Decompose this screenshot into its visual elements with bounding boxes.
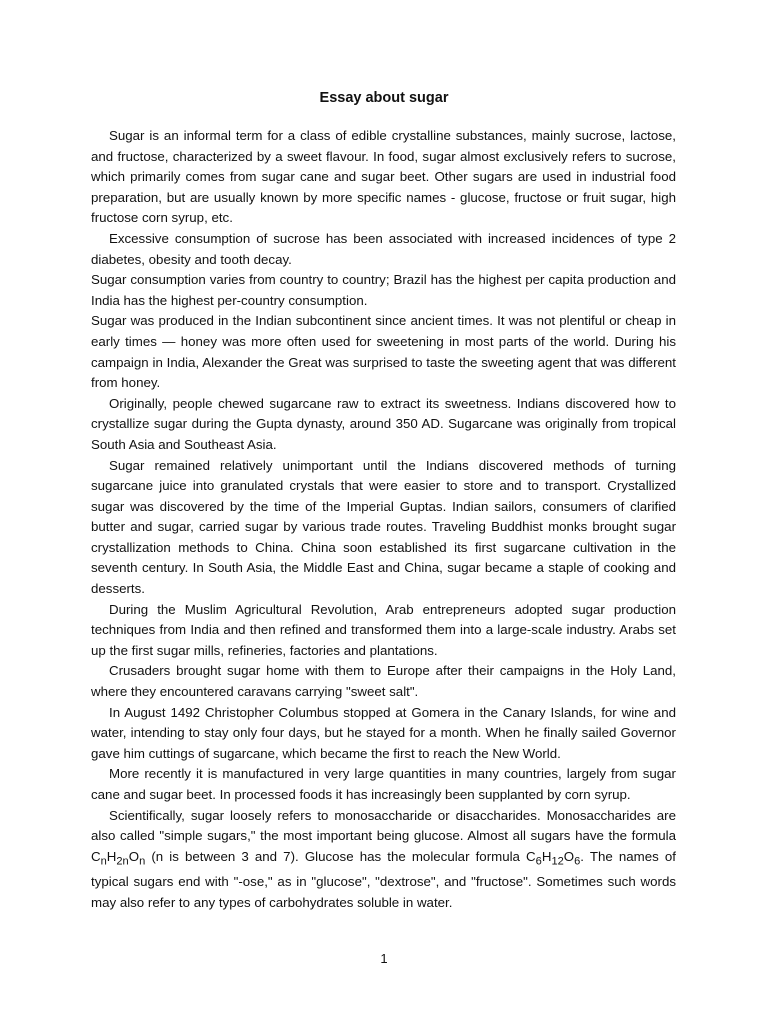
- formula-subscript: 2n: [116, 855, 129, 868]
- paragraph: More recently it is manufactured in very large quantities in many countries, largely from sugar cane and sugar beet. In processed foods it has increasingly been supplanted by corn syrup.: [91, 766, 676, 802]
- formula-subscript: 6: [535, 855, 542, 868]
- paragraph: Sugar was produced in the Indian subcontinent since ancient times. It was not plentiful or cheap in early times — honey was more often used for sweetening in most parts of the world. During his campaign in India, Alexander the Great was surprised to taste the sweeting agent that was different from honey.: [91, 313, 676, 391]
- paragraph: During the Muslim Agricultural Revolution, Arab entrepreneurs adopted sugar production techniques from India and then refined and transformed them into a large-scale industry. Arabs set up the first sugar mills, refineries, factories and plantations.: [91, 601, 676, 658]
- text-run: H: [541, 848, 552, 864]
- essay-body: [91, 126, 676, 913]
- paragraph: Excessive consumption of sucrose has been associated with increased incidences of type 2 diabetes, obesity and tooth decay.: [91, 230, 676, 267]
- science-paragraph: [91, 806, 676, 914]
- page-title: Essay about sugar: [319, 90, 449, 106]
- paragraph: Sugar remained relatively unimportant until the Indians discovered methods of turning sugarcane juice into granulated crystals that were easier to store and to transport. Crystallized sugar was discovered by the time of the Imperial Guptas. Indian sailors, consumers of clarified butter and sugar, carried sugar by various trade routes. Traveling Buddhist monks brought sugar crystallization methods to China. China soon established its first sugarcane cultivation in the seventh century. In South Asia, the Middle East and China, sugar became a staple of cooking and desserts.: [91, 457, 676, 597]
- text-run: Scientifically, sugar loosely refers to monosaccharide or disaccharides. Monosaccharides are also called "simple sugars," the most important being glucose. Almost all sugars have the formula C: [91, 807, 676, 864]
- text-run: (n is between 3 and 7). Glucose has the molecular formula C: [145, 848, 536, 864]
- text-run: O: [563, 848, 575, 864]
- paragraph: Sugar consumption varies from country to country; Brazil has the highest per capita production and India has the highest per-country consumption.: [91, 272, 676, 308]
- formula-subscript: n: [100, 855, 107, 868]
- formula-subscript: n: [139, 855, 146, 868]
- page-number: 1: [380, 951, 388, 966]
- paragraph: Sugar is an informal term for a class of edible crystalline substances, mainly sucrose, lactose, and fructose, characterized by a sweet flavour. In food, sugar almost exclusively refers to sucrose, which primarily comes from sugar cane and sugar beet. Other sugars are used in industrial food preparation, but are usually known by more specific names - glucose, fructose or fruit sugar, high fructose corn syrup, etc.: [91, 128, 676, 226]
- paragraph: Originally, people chewed sugarcane raw to extract its sweetness. Indians discovered how to crystallize sugar during the Gupta dynasty, around 350 AD. Sugarcane was originally from tropical South Asia and Southeast Asia.: [91, 395, 676, 452]
- paragraph: In August 1492 Christopher Columbus stopped at Gomera in the Canary Islands, for wine and water, intending to stay only four days, but he stayed for a month. When he finally sailed Governor gave him cuttings of sugarcane, which became the first to reach the New World.: [91, 704, 676, 761]
- text-run: . The names of typical sugars end with "-ose," as in "glucose", "dextrose", and "fructose". Sometimes such words may also refer to any types of carbohydrates soluble in water.: [91, 848, 676, 910]
- text-run: H: [106, 848, 117, 864]
- text-run: O: [128, 848, 140, 864]
- formula-subscript: 12: [551, 855, 564, 868]
- formula-subscript: 6: [574, 855, 581, 868]
- paragraph: Crusaders brought sugar home with them to Europe after their campaigns in the Holy Land, where they encountered caravans carrying "sweet salt".: [91, 663, 676, 700]
